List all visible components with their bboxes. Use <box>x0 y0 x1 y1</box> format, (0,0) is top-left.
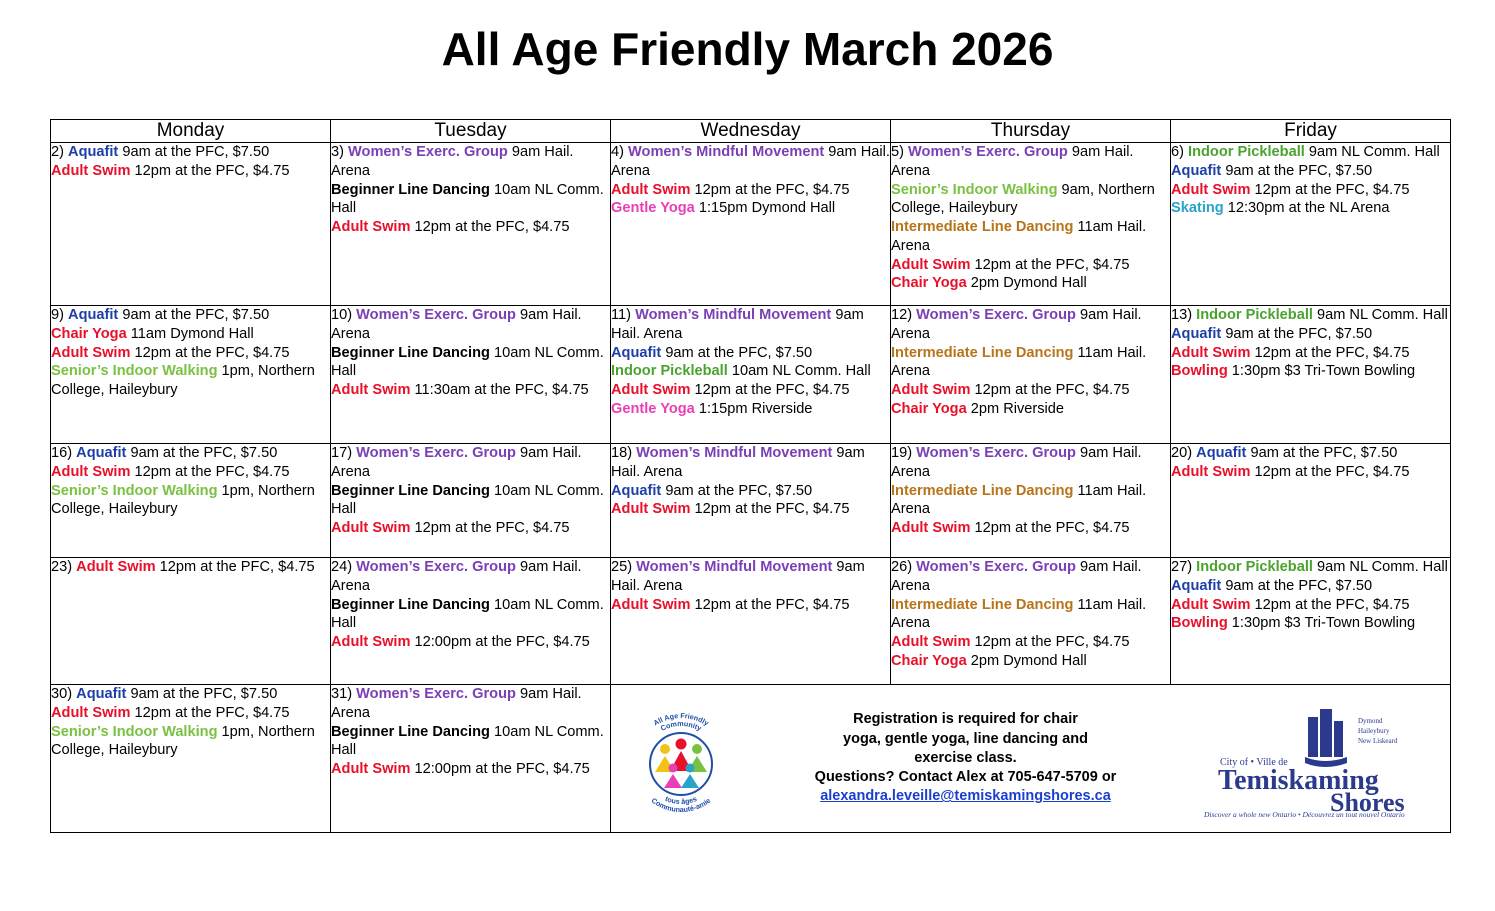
event-name: Adult Swim <box>51 704 131 721</box>
registration-line-3: exercise class. <box>914 749 1017 766</box>
event-name: Gentle Yoga <box>611 400 695 417</box>
calendar-event <box>331 181 610 219</box>
day-number: 17) <box>331 445 357 461</box>
event-name: Women’s Exerc. Group <box>916 445 1076 461</box>
event-name: Aquafit <box>68 307 119 323</box>
event-detail: 12pm at the PFC, $4.75 <box>130 344 290 361</box>
registration-line-1: Registration is required for chair <box>853 711 1078 728</box>
event-name: Beginner Line Dancing <box>331 596 490 613</box>
day-number: 10) <box>331 307 357 323</box>
event-name: Beginner Line Dancing <box>331 482 490 499</box>
event-detail: 9am NL Comm. Hall <box>1312 559 1448 575</box>
weekday-header-thursday: Thursday <box>891 120 1171 143</box>
event-name: Women’s Exerc. Group <box>356 686 516 702</box>
day-number: 30) <box>51 686 77 702</box>
event-name: Adult Swim <box>891 382 971 398</box>
event-name: Adult Swim <box>51 344 131 361</box>
event-detail: 9am at the PFC, $7.50 <box>1221 577 1373 594</box>
event-detail: 9am at the PFC, $7.50 <box>126 686 278 702</box>
event-detail: 9am Hail. Arena <box>331 686 582 721</box>
event-detail: 12pm at the PFC, $4.75 <box>690 501 850 518</box>
calendar-event <box>611 596 890 615</box>
registration-line-2: yoga, gentle yoga, line dancing and <box>843 730 1088 747</box>
event-detail: 12pm at the PFC, $4.75 <box>130 162 290 179</box>
day-number: 16) <box>51 445 77 461</box>
event-name: Women’s Exerc. Group <box>916 307 1076 323</box>
event-detail: 2pm Dymond Hall <box>966 275 1087 292</box>
calendar-day-cell <box>611 143 891 306</box>
event-name: Adult Swim <box>1171 181 1251 198</box>
calendar-event <box>51 162 330 181</box>
event-detail: 9am Hail. Arena <box>611 445 865 480</box>
event-detail: 10am NL Comm. Hall <box>331 181 604 217</box>
calendar-day-cell <box>611 444 891 558</box>
calendar-event <box>611 344 890 363</box>
event-detail: 12pm at the PFC, $4.75 <box>690 181 850 198</box>
calendar-day-cell <box>611 558 891 685</box>
event-name: Aquafit <box>611 482 662 499</box>
event-detail: 11am Hail. Arena <box>891 344 1147 380</box>
event-name: Gentle Yoga <box>611 200 695 217</box>
svg-text:Discover a whole new Ontario •: Discover a whole new Ontario • Découvrez un tout nouvel Ontario <box>1204 809 1405 819</box>
event-name: Women’s Exerc. Group <box>348 144 508 160</box>
calendar-event <box>1171 463 1450 482</box>
calendar-day-cell <box>331 143 611 306</box>
event-name: Aquafit <box>76 686 127 702</box>
calendar-event <box>331 482 610 520</box>
event-name: Adult Swim <box>331 634 411 650</box>
event-name: Adult Swim <box>51 463 131 480</box>
calendar-event <box>891 218 1170 256</box>
event-detail: 1:30pm $3 Tri-Town Bowling <box>1227 363 1416 380</box>
calendar-event <box>891 596 1170 634</box>
svg-text:Haileybury: Haileybury <box>1358 726 1390 735</box>
event-name: Adult Swim <box>1171 344 1251 361</box>
day-number: 9) <box>51 307 69 323</box>
calendar-event <box>331 596 610 634</box>
calendar-event <box>611 500 890 519</box>
calendar-day-cell <box>891 444 1171 558</box>
calendar-event <box>611 400 890 419</box>
event-name: Women’s Exerc. Group <box>356 445 516 461</box>
calendar-event <box>331 218 610 237</box>
calendar-day-cell <box>51 444 331 558</box>
calendar-event <box>891 181 1170 219</box>
event-name: Adult Swim <box>51 162 131 179</box>
calendar-event <box>891 381 1170 400</box>
event-detail: 12pm at the PFC, $4.75 <box>970 256 1130 273</box>
event-name: Chair Yoga <box>891 652 967 669</box>
calendar-event <box>891 519 1170 538</box>
event-name: Adult Swim <box>331 520 411 536</box>
event-detail: 10am NL Comm. Hall <box>727 363 871 380</box>
svg-text:Temiskaming: Temiskaming <box>1218 764 1379 796</box>
event-name: Adult Swim <box>331 219 411 235</box>
event-detail: 11am Hail. Arena <box>891 596 1147 632</box>
event-detail: 9am Hail. Arena <box>331 559 582 594</box>
event-detail: 9am Hail. Arena <box>331 445 582 480</box>
event-name: Senior’s Indoor Walking <box>51 482 218 499</box>
event-detail: 11am Hail. Arena <box>891 482 1147 518</box>
event-detail: 9am at the PFC, $7.50 <box>118 144 270 160</box>
event-name: Aquafit <box>68 144 119 160</box>
calendar-day-cell <box>51 143 331 306</box>
event-detail: 11am Dymond Hall <box>126 325 254 342</box>
svg-text:Communauté-amie: Communauté-amie <box>649 795 713 814</box>
event-name: Adult Swim <box>331 382 411 398</box>
day-number: 5) <box>891 144 909 160</box>
day-number: 6) <box>1171 144 1189 160</box>
event-name: Senior’s Indoor Walking <box>891 181 1058 198</box>
calendar-event <box>1171 325 1450 344</box>
day-number: 11) <box>611 307 636 323</box>
weekday-header-wednesday: Wednesday <box>611 120 891 143</box>
event-detail: 12:30pm at the NL Arena <box>1223 200 1390 217</box>
event-name: Intermediate Line Dancing <box>891 219 1074 235</box>
event-name: Adult Swim <box>1171 463 1251 480</box>
calendar-event <box>331 760 610 779</box>
weekday-header-row <box>51 120 1451 143</box>
event-detail: 9am NL Comm. Hall <box>1312 307 1448 323</box>
event-detail: 9am at the PFC, $7.50 <box>661 344 813 361</box>
calendar-event <box>51 723 330 761</box>
event-detail: 11am Hail. Arena <box>891 219 1147 254</box>
calendar-event <box>51 344 330 363</box>
calendar-event <box>891 652 1170 671</box>
event-name: Aquafit <box>1171 325 1222 342</box>
svg-text:tous âges: tous âges <box>663 793 699 806</box>
event-name: Aquafit <box>1171 162 1222 179</box>
calendar-event <box>51 482 330 520</box>
calendar-event <box>611 482 890 501</box>
calendar-week-row <box>51 444 1451 558</box>
day-number: 3) <box>331 144 349 160</box>
calendar-event <box>611 362 890 381</box>
event-name: Adult Swim <box>611 596 691 613</box>
event-name: Adult Swim <box>611 501 691 518</box>
event-detail: 9am NL Comm. Hall <box>1304 144 1440 160</box>
event-detail: 12pm at the PFC, $4.75 <box>130 704 290 721</box>
calendar-event <box>51 463 330 482</box>
calendar-day-cell <box>1171 444 1451 558</box>
calendar-event <box>51 704 330 723</box>
calendar-event <box>1171 344 1450 363</box>
event-detail: 1pm, Northern College, Haileybury <box>51 482 315 518</box>
event-detail: 12pm at the PFC, $4.75 <box>690 382 850 398</box>
calendar-event <box>1171 162 1450 181</box>
calendar-event <box>331 344 610 382</box>
event-name: Indoor Pickleball <box>1188 144 1305 160</box>
calendar-day-cell <box>331 685 611 833</box>
calendar-event <box>891 274 1170 293</box>
calendar-event <box>51 362 330 400</box>
calendar-day-cell <box>51 306 331 444</box>
event-name: Adult Swim <box>611 382 691 398</box>
event-detail: 9am Hail. Arena <box>611 144 890 179</box>
event-name: Adult Swim <box>891 256 971 273</box>
event-name: Chair Yoga <box>891 400 967 417</box>
event-detail: 1:30pm $3 Tri-Town Bowling <box>1227 615 1416 632</box>
calendar-event <box>1171 362 1450 381</box>
event-detail: 12pm at the PFC, $4.75 <box>410 520 570 536</box>
event-detail: 9am Hail. Arena <box>891 144 1134 179</box>
event-name: Beginner Line Dancing <box>331 344 490 361</box>
event-name: Indoor Pickleball <box>1196 559 1313 575</box>
event-name: Women’s Mindful Movement <box>635 307 832 323</box>
day-number: 19) <box>891 445 917 461</box>
calendar-event <box>611 381 890 400</box>
calendar-event <box>331 519 610 538</box>
event-name: Senior’s Indoor Walking <box>51 723 218 740</box>
weekday-header-friday: Friday <box>1171 120 1451 143</box>
event-detail: 1:15pm Dymond Hall <box>694 200 836 217</box>
event-detail: 12pm at the PFC, $4.75 <box>1250 181 1410 198</box>
event-detail: 9am at the PFC, $7.50 <box>661 482 813 499</box>
day-number: 4) <box>611 144 629 160</box>
event-name: Beginner Line Dancing <box>331 181 490 198</box>
event-name: Adult Swim <box>611 181 691 198</box>
event-name: Aquafit <box>1196 445 1247 461</box>
calendar-day-cell <box>1171 558 1451 685</box>
event-name: Aquafit <box>611 344 662 361</box>
event-detail: 9am Hail. Arena <box>331 307 582 342</box>
day-number: 25) <box>611 559 637 575</box>
event-detail: 10am NL Comm. Hall <box>331 723 604 759</box>
event-detail: 9am Hail. Arena <box>331 144 574 179</box>
registration-line-4: Questions? Contact Alex at 705-647-5709 or <box>814 769 1117 786</box>
contact-email-link[interactable]: alexandra.leveille@temiskamingshores.ca <box>820 788 1111 805</box>
event-name: Intermediate Line Dancing <box>891 596 1074 613</box>
event-detail: 2pm Riverside <box>966 400 1065 417</box>
event-name: Senior’s Indoor Walking <box>51 363 218 380</box>
event-name: Women’s Mindful Movement <box>636 559 833 575</box>
event-name: Bowling <box>1171 615 1228 632</box>
event-detail: 12pm at the PFC, $4.75 <box>970 382 1130 398</box>
event-detail: 12:00pm at the PFC, $4.75 <box>410 634 590 650</box>
calendar-day-cell <box>331 444 611 558</box>
event-name: Beginner Line Dancing <box>331 723 490 740</box>
day-number: 2) <box>51 144 69 160</box>
footer-cell <box>611 685 1451 833</box>
calendar-event <box>891 482 1170 520</box>
svg-text:Community: Community <box>658 718 704 733</box>
event-detail: 9am at the PFC, $7.50 <box>1221 162 1373 179</box>
event-detail: 9am Hail. Arena <box>891 559 1142 594</box>
page-title: All Age Friendly March 2026 <box>441 23 1054 75</box>
calendar-event <box>891 633 1170 652</box>
calendar-event <box>891 256 1170 275</box>
calendar-event <box>611 181 890 200</box>
event-name: Indoor Pickleball <box>611 363 728 380</box>
event-name: Women’s Mindful Movement <box>636 445 833 461</box>
event-detail: 12pm at the PFC, $4.75 <box>155 559 315 575</box>
day-number: 12) <box>891 307 917 323</box>
event-name: Women’s Exerc. Group <box>916 559 1076 575</box>
event-detail: 12pm at the PFC, $4.75 <box>1250 596 1410 613</box>
all-age-friendly-logo <box>621 694 741 824</box>
svg-text:All Age Friendly: All Age Friendly <box>651 710 711 728</box>
calendar-day-cell <box>1171 306 1451 444</box>
event-detail: 2pm Dymond Hall <box>966 652 1087 669</box>
calendar-event <box>1171 181 1450 200</box>
event-name: Adult Swim <box>891 520 971 536</box>
event-detail: 9am Hail. Arena <box>611 559 865 594</box>
event-name: Adult Swim <box>331 761 411 777</box>
day-number: 31) <box>331 686 357 702</box>
calendar-day-cell <box>891 143 1171 306</box>
calendar-day-cell <box>51 685 331 833</box>
event-name: Skating <box>1171 200 1224 217</box>
weekday-header-monday: Monday <box>51 120 331 143</box>
day-number: 13) <box>1171 307 1197 323</box>
event-detail: 12pm at the PFC, $4.75 <box>970 520 1130 536</box>
event-detail: 10am NL Comm. Hall <box>331 344 604 380</box>
event-name: Aquafit <box>1171 577 1222 594</box>
event-name: Women’s Exerc. Group <box>908 144 1068 160</box>
event-detail: 9am at the PFC, $7.50 <box>1221 325 1373 342</box>
event-detail: 9am at the PFC, $7.50 <box>1246 445 1398 461</box>
event-detail: 9am at the PFC, $7.50 <box>118 307 270 323</box>
event-detail: 10am NL Comm. Hall <box>331 482 604 518</box>
event-detail: 12pm at the PFC, $4.75 <box>1250 463 1410 480</box>
event-detail: 9am Hail. Arena <box>891 307 1142 342</box>
event-detail: 1:15pm Riverside <box>694 400 813 417</box>
calendar-event <box>1171 596 1450 615</box>
calendar-table <box>50 119 1451 833</box>
event-name: Adult Swim <box>76 559 156 575</box>
day-number: 20) <box>1171 445 1197 461</box>
event-name: Women’s Exerc. Group <box>356 559 516 575</box>
event-detail: 12:00pm at the PFC, $4.75 <box>410 761 590 777</box>
svg-text:Dymond: Dymond <box>1358 716 1383 725</box>
svg-text:Shores: Shores <box>1330 787 1405 817</box>
event-detail: 12pm at the PFC, $4.75 <box>130 463 290 480</box>
event-detail: 12pm at the PFC, $4.75 <box>970 634 1130 650</box>
event-detail: 12pm at the PFC, $4.75 <box>1250 344 1410 361</box>
event-detail: 11:30am at the PFC, $4.75 <box>410 382 589 398</box>
calendar-event <box>891 400 1170 419</box>
event-detail: 9am, Northern College, Haileybury <box>891 181 1155 217</box>
calendar-week-row <box>51 685 1451 833</box>
day-number: 18) <box>611 445 637 461</box>
calendar-event <box>51 325 330 344</box>
svg-text:New Liskeard: New Liskeard <box>1358 736 1398 745</box>
event-name: Bowling <box>1171 363 1228 380</box>
calendar-day-cell <box>1171 143 1451 306</box>
event-detail: 9am Hail. Arena <box>611 307 864 342</box>
event-name: Women’s Exerc. Group <box>356 307 516 323</box>
day-number: 23) <box>51 559 77 575</box>
day-number: 26) <box>891 559 917 575</box>
event-name: Aquafit <box>76 445 127 461</box>
calendar-day-cell <box>611 306 891 444</box>
calendar-event <box>1171 577 1450 596</box>
calendar-event <box>1171 614 1450 633</box>
calendar-week-row <box>51 558 1451 685</box>
registration-note <box>741 710 1190 806</box>
calendar-day-cell <box>891 306 1171 444</box>
event-name: Intermediate Line Dancing <box>891 344 1074 361</box>
event-name: Chair Yoga <box>51 325 127 342</box>
calendar-week-row <box>51 143 1451 306</box>
calendar-event <box>331 381 610 400</box>
temiskaming-shores-logo <box>1190 699 1440 819</box>
event-detail: 12pm at the PFC, $4.75 <box>690 596 850 613</box>
calendar-day-cell <box>891 558 1171 685</box>
event-name: Adult Swim <box>1171 596 1251 613</box>
event-name: Indoor Pickleball <box>1196 307 1313 323</box>
calendar-week-row <box>51 306 1451 444</box>
calendar-day-cell <box>51 558 331 685</box>
event-detail: 9am at the PFC, $7.50 <box>126 445 278 461</box>
event-detail: 1pm, Northern College, Haileybury <box>51 363 315 398</box>
calendar-event <box>891 344 1170 382</box>
calendar-day-cell <box>331 306 611 444</box>
event-detail: 1pm, Northern College, Haileybury <box>51 723 315 759</box>
calendar-day-cell <box>331 558 611 685</box>
event-detail: 10am NL Comm. Hall <box>331 596 604 632</box>
calendar-event <box>611 199 890 218</box>
calendar-event <box>331 633 610 652</box>
day-number: 27) <box>1171 559 1197 575</box>
svg-text:City of • Ville de: City of • Ville de <box>1220 756 1288 768</box>
event-name: Women’s Mindful Movement <box>628 144 825 160</box>
calendar-event <box>1171 199 1450 218</box>
event-name: Intermediate Line Dancing <box>891 482 1074 499</box>
event-name: Adult Swim <box>891 634 971 650</box>
event-name: Chair Yoga <box>891 275 967 292</box>
event-detail: 12pm at the PFC, $4.75 <box>410 219 570 235</box>
calendar-event <box>331 723 610 761</box>
event-detail: 9am Hail. Arena <box>891 445 1142 480</box>
weekday-header-tuesday: Tuesday <box>331 120 611 143</box>
day-number: 24) <box>331 559 357 575</box>
